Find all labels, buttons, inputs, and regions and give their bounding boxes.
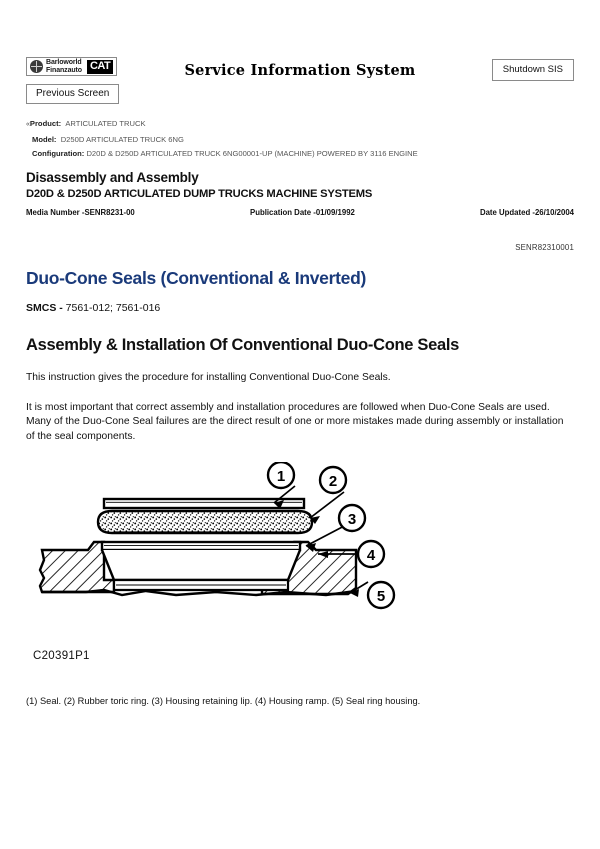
meta-row-product [26,117,574,133]
rubber-toric-ring-part [98,511,312,533]
publication-row [26,208,574,220]
publication-date: Publication Date -01/09/1992 [250,208,355,217]
brand-line-2: Finanzauto [46,66,82,74]
callout-bubble-1 [268,462,294,488]
housing-cavity [102,542,300,590]
brand-line-1: Barloworld [46,59,82,66]
document-heading-primary: Disassembly and Assembly [26,170,199,185]
duo-cone-seal-cross-section-figure [26,462,446,647]
document-body [26,268,574,444]
callout-number-5: 5 [376,588,386,605]
document-id: SENR82310001 [515,243,574,252]
smcs-label: SMCS - [26,302,63,314]
document-heading-block [26,170,574,220]
back-arrow-icon[interactable]: « [26,121,30,128]
configuration-value: D20D & D250D ARTICULATED TRUCK 6NG00001-UP (MACHINE) POWERED BY 3116 ENGINE [86,149,418,158]
page-header [26,57,574,107]
product-label: Product: [29,119,62,128]
section-title: Assembly & Installation Of Conventional Duo-Cone Seals [26,336,460,354]
seal-part [104,499,304,508]
cross-section-drawing [26,462,446,647]
callout-number-2: 2 [328,473,338,490]
document-heading-secondary: D20D & D250D ARTICULATED DUMP TRUCKS MACHINE SYSTEMS [26,188,373,200]
model-label: Model: [32,134,57,144]
date-updated: Date Updated -26/10/2004 [479,208,574,217]
body-paragraph-1: This instruction gives the procedure for installing Conventional Duo-Cone Seals. [26,372,391,383]
figure-id: C20391P1 [33,650,90,662]
callout-bubble-4 [358,541,384,567]
smcs-line [26,301,574,315]
meta-row-configuration [26,147,574,162]
callout-bubble-3 [339,505,365,531]
callout-number-4: 4 [366,547,376,564]
body-paragraph-2: It is most important that correct assembly and installation procedures are followed when Duo-Cone Seals are used. Many of the Duo-Cone Seal failures are the direct result of one or more mistakes made during assembly or installation of the seal components. [26,401,564,442]
callout-number-3: 3 [347,511,357,528]
configuration-label: Configuration: [32,149,85,158]
callout-bubble-2 [320,467,346,493]
meta-row-model [26,133,574,148]
callout-number-1: 1 [276,468,286,485]
model-value: D250D ARTICULATED TRUCK 6NG [60,134,184,144]
document-metadata [26,117,574,162]
page-title: Duo-Cone Seals (Conventional & Inverted) [26,268,366,288]
smcs-value: 7561-012; 7561-016 [62,302,161,314]
shutdown-sis-button[interactable]: Shutdown SIS [492,59,574,81]
media-number: Media Number -SENR8231-00 [26,208,135,217]
figure-legend: (1) Seal. (2) Rubber toric ring. (3) Housing retaining lip. (4) Housing ramp. (5) Seal ring housing. [26,696,421,706]
callout-bubble-5 [368,582,394,608]
product-value: ARTICULATED TRUCK [65,119,146,128]
app-title: Service Information System [184,62,416,79]
cat-logo: CAT [87,60,113,74]
previous-screen-button[interactable]: Previous Screen [26,84,119,104]
